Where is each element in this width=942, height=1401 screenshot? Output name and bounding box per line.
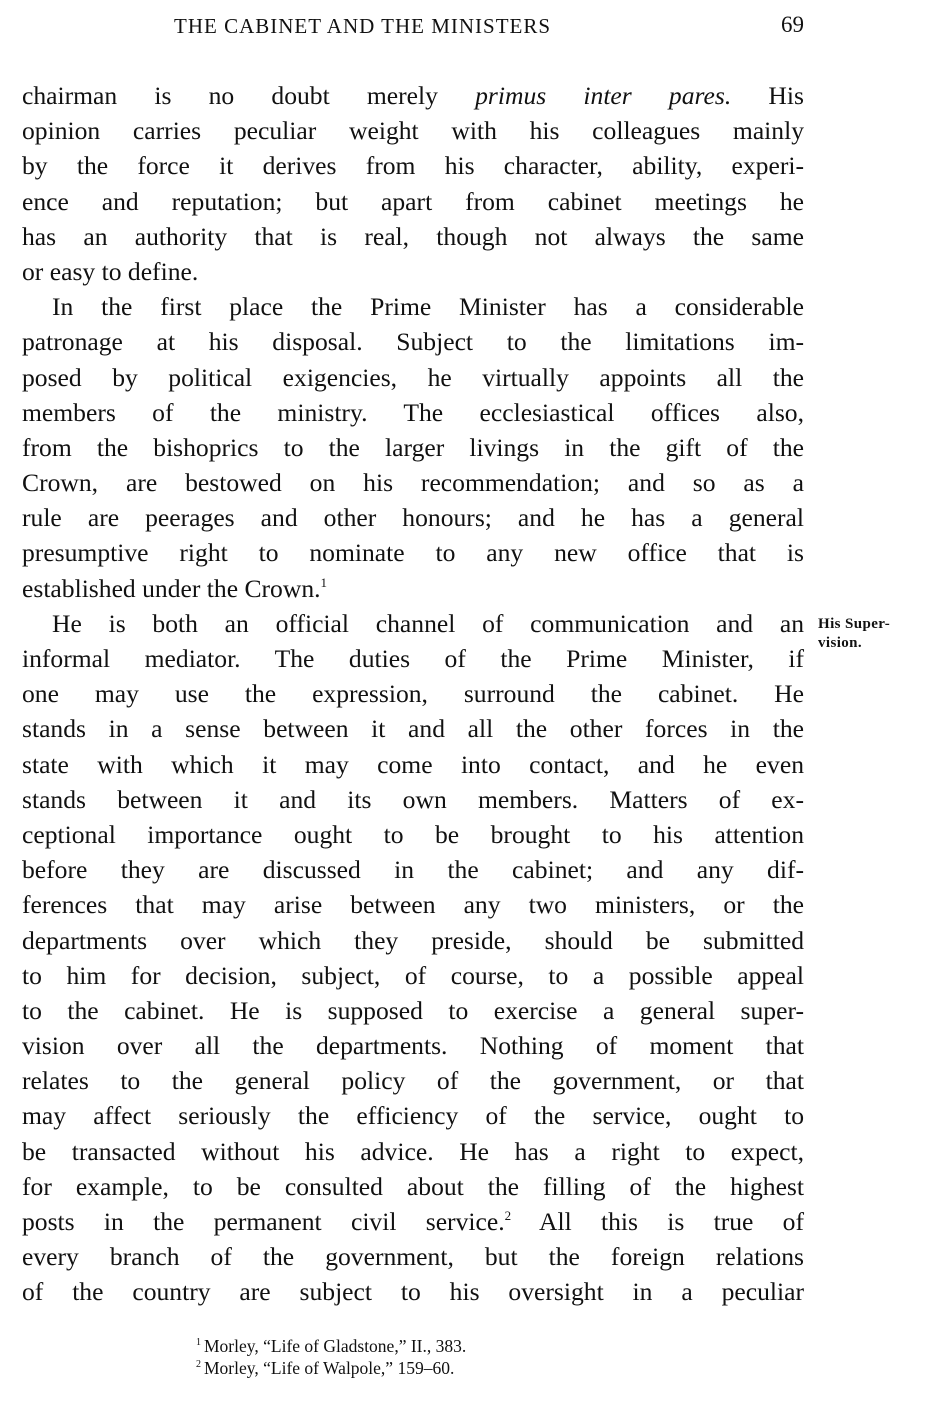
text-line [22, 1169, 804, 1204]
footnote-text: Morley, “Life of Walpole,” 159–60. [204, 1358, 455, 1378]
text-segment: posts in the permanent civil service. [22, 1207, 505, 1236]
text-line [22, 324, 804, 359]
text-line [22, 1028, 804, 1063]
margin-note-line: vision. [818, 635, 863, 651]
text-segment: before they are discussed in the cabinet; and any dif- [22, 855, 804, 885]
text-line [22, 254, 804, 289]
text-line [22, 500, 804, 535]
page-header [22, 10, 804, 44]
text-line [22, 641, 804, 676]
text-line [22, 606, 804, 641]
text-line [22, 184, 804, 219]
text-segment: presumptive right to nominate to any new office that is [22, 538, 804, 568]
text-segment: In the first place the Prime Minister has a considerable [52, 292, 804, 322]
text-segment: posed by political exigencies, he virtually appoints all the [22, 362, 804, 392]
margin-note-line: His Super- [818, 616, 891, 632]
text-line [22, 993, 804, 1028]
text-segment: be transacted without his advice. He has a right to expect, [22, 1136, 804, 1166]
text-segment: may affect seriously the efficiency of the service, ought to [22, 1101, 804, 1131]
italic-phrase: primus inter pares. [475, 81, 732, 110]
text-segment: Crown, are bestowed on his recommendation; and so as a [22, 468, 804, 498]
text-segment: ferences that may arise between any two ministers, or the [22, 890, 804, 920]
text-line [22, 1134, 804, 1169]
text-line [22, 676, 804, 711]
text-segment: one may use the expression, surround the cabinet. He [22, 679, 804, 709]
footnote-marker: 1 [196, 1337, 201, 1348]
text-line [22, 360, 804, 395]
text-segment: established under the Crown. [22, 573, 321, 603]
text-segment: relates to the general policy of the government, or that [22, 1066, 804, 1096]
text-segment: by the force it derives from his character, ability, experi- [22, 151, 804, 181]
text-line [22, 1063, 804, 1098]
text-line [22, 817, 804, 852]
text-line [22, 148, 804, 183]
text-line [22, 887, 804, 922]
body-text [22, 78, 804, 1310]
text-line [22, 747, 804, 782]
text-segment: He is both an official channel of communication and an [52, 608, 804, 638]
footnote-reference: 2 [504, 1208, 512, 1223]
text-segment: departments over which they preside, should be submitted [22, 925, 804, 955]
text-segment: to the cabinet. He is supposed to exercise a general super- [22, 995, 804, 1025]
footnotes [196, 1335, 756, 1379]
text-segment: vision over all the departments. Nothing of moment that [22, 1031, 804, 1061]
text-line [22, 958, 804, 993]
text-segment: state with which it may come into contact, and he even [22, 749, 804, 779]
text-line [22, 852, 804, 887]
text-line [22, 289, 804, 324]
text-line [22, 1274, 804, 1309]
text-segment: for example, to be consulted about the filling of the highest [22, 1171, 804, 1201]
text-segment: from the bishoprics to the larger livings in the gift of the [22, 432, 804, 462]
text-segment: members of the ministry. The ecclesiastical offices also, [22, 397, 804, 427]
text-line [22, 571, 804, 606]
footnote [196, 1335, 756, 1357]
text-segment: patronage at his disposal. Subject to the limitations im- [22, 327, 804, 357]
text-line [22, 395, 804, 430]
text-segment: to him for decision, subject, of course, to a possible appeal [22, 960, 804, 990]
text-segment: of the country are subject to his oversight in a peculiar [22, 1277, 804, 1307]
text-line [22, 782, 804, 817]
page-number: 69 [781, 12, 804, 37]
text-line [22, 923, 804, 958]
text-line [22, 465, 804, 500]
text-segment: ence and reputation; but apart from cabinet meetings he [22, 186, 804, 216]
text-segment: every branch of the government, but the foreign relations [22, 1242, 804, 1272]
running-head: THE CABINET AND THE MINISTERS [174, 14, 552, 38]
text-line [22, 113, 804, 148]
text-segment: chairman is no doubt merely [22, 81, 476, 110]
text-line [22, 1204, 804, 1239]
text-segment: opinion carries peculiar weight with his colleagues mainly [22, 116, 804, 146]
text-line [22, 78, 804, 113]
text-segment: stands in a sense between it and all the other forces in the [22, 714, 804, 744]
footnote [196, 1357, 756, 1379]
text-line [22, 430, 804, 465]
margin-note [818, 615, 938, 653]
text-segment: His [731, 81, 804, 110]
footnote-reference: 1 [320, 574, 328, 590]
text-line [22, 1098, 804, 1133]
footnote-marker: 2 [196, 1359, 201, 1370]
text-segment: rule are peerages and other honours; and he has a general [22, 503, 804, 533]
text-line [22, 219, 804, 254]
text-line [22, 711, 804, 746]
text-segment: ceptional importance ought to be brought to his attention [22, 819, 804, 849]
text-segment: or easy to define. [22, 256, 199, 286]
text-segment: stands between it and its own members. Matters of ex- [22, 784, 804, 814]
text-segment: informal mediator. The duties of the Prime Minister, if [22, 644, 804, 673]
text-line [22, 1239, 804, 1274]
footnote-text: Morley, “Life of Gladstone,” II., 383. [204, 1336, 467, 1356]
text-line [22, 535, 804, 570]
text-segment: has an authority that is real, though not always the same [22, 221, 804, 251]
text-segment: All this is true of [511, 1207, 804, 1236]
